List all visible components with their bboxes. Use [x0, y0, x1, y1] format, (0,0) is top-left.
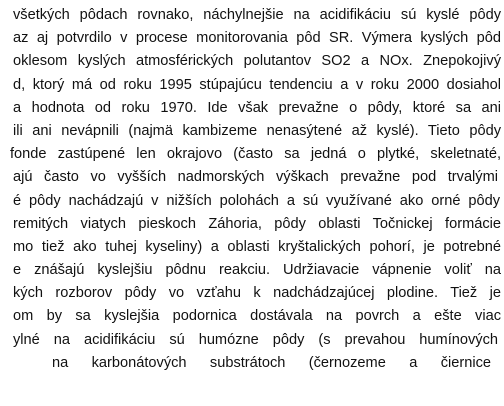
text-line: oklesom kyslých atmosférických polutantov SO2 a NOx. Znepokojivý	[13, 53, 501, 70]
text-line: fonde zastúpené len okrajovo (často sa jedná o plytké, skeletnaté,	[10, 146, 501, 163]
text-line: e znášajú kyslejšiu pôdnu reakciu. Udržiavacie vápnenie voliť na	[13, 262, 501, 279]
text-line: ili ani nevápnili (najmä kambizeme nenasýtené až kyslé). Tieto pôdy	[13, 122, 501, 139]
body-text	[0, 4, 504, 375]
text-line: všetkých pôdach rovnako, náchylnejšie na acidifikáciu sú kyslé pôdy	[13, 7, 501, 23]
text-line: é pôdy nachádzajú v nižších polohách a sú využívané ako orné pôdy	[13, 192, 500, 209]
text-line: na karbonátových substrátoch (černozeme a čiernice	[52, 354, 491, 371]
text-line: ylné na acidifikáciu sú humózne pôdy (s prevahou humínových	[13, 331, 498, 348]
text-line: a hodnota od roku 1970. Ide však prevažne o pôdy, ktoré sa ani	[13, 99, 501, 116]
text-line: mo tiež ako tuhej kyseliny) a oblasti kryštalických pohorí, je potrebné	[13, 238, 501, 255]
text-line: om by sa kyslejšia podornica dostávala na povrch a ešte viac	[13, 308, 501, 325]
text-line: ajú často vo vyšších nadmorských výškach prevažne pod trvalými	[13, 169, 498, 186]
text-line: az aj potvrdilo v procese monitorovania pôd SR. Výmera kyslých pôd	[13, 30, 501, 47]
text-line: d, ktorý má od roku 1995 stúpajúcu tendenciu a v roku 2000 dosiahol	[13, 76, 501, 93]
text-line: kých rozborov pôdy vo vzťahu k nadchádzajúcej plodine. Tiež je	[13, 285, 501, 302]
text-line: remitých viatych pieskoch Záhoria, pôdy oblasti Točnickej formácie	[13, 215, 501, 232]
